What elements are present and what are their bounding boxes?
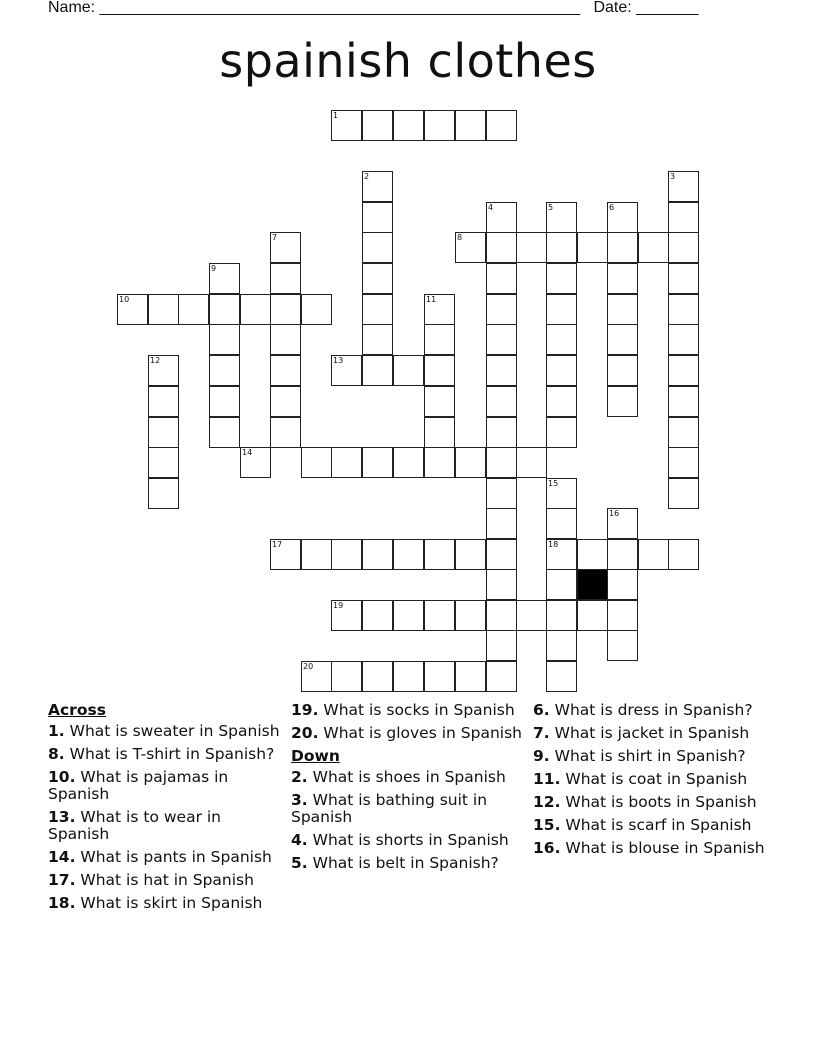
clue-number: 1 — [333, 111, 339, 120]
grid-cell[interactable] — [301, 661, 332, 692]
grid-cell[interactable] — [607, 569, 638, 600]
grid-cell[interactable] — [209, 355, 240, 386]
grid-cell[interactable] — [668, 386, 699, 417]
clue-down-11: 11. What is coat in Spanish — [533, 770, 748, 788]
clue-down-3: 3. What is bathing suit in Spanish — [291, 791, 488, 826]
grid-cell[interactable] — [486, 508, 517, 539]
grid-cell[interactable] — [148, 478, 179, 509]
grid-cell[interactable] — [546, 508, 577, 539]
clue-number: 7 — [272, 233, 278, 242]
clue-across-10: 10. What is pajamas in Spanish — [48, 768, 229, 803]
grid-cell[interactable] — [424, 110, 455, 141]
grid-cell[interactable] — [270, 263, 301, 294]
grid-cell[interactable] — [486, 110, 517, 141]
clue-across-20: 20. What is gloves in Spanish — [291, 724, 522, 742]
grid-cell[interactable] — [455, 447, 486, 478]
clue-across-17: 17. What is hat in Spanish — [48, 871, 254, 889]
grid-cell[interactable] — [486, 355, 517, 386]
grid-cell[interactable] — [607, 355, 638, 386]
grid-cell[interactable] — [546, 202, 577, 233]
grid-cell[interactable] — [362, 232, 393, 263]
clue-number: 16 — [609, 509, 620, 518]
grid-cell[interactable] — [270, 539, 301, 570]
grid-cell[interactable] — [331, 447, 362, 478]
grid-cell[interactable] — [424, 355, 455, 386]
grid-cell[interactable] — [424, 294, 455, 325]
grid-cell[interactable] — [270, 324, 301, 355]
clue-number: 17 — [272, 540, 283, 549]
grid-cell[interactable] — [362, 355, 393, 386]
grid-cell[interactable] — [486, 600, 517, 631]
clue-number: 19 — [333, 601, 344, 610]
clue-across-1: 1. What is sweater in Spanish — [48, 722, 280, 740]
grid-cell[interactable] — [393, 447, 424, 478]
grid-cell[interactable] — [148, 294, 179, 325]
grid-cell[interactable] — [240, 447, 271, 478]
grid-cell[interactable] — [270, 355, 301, 386]
grid-cell[interactable] — [424, 600, 455, 631]
grid-cell[interactable] — [668, 324, 699, 355]
grid-cell[interactable] — [362, 294, 393, 325]
clue-number: 15 — [548, 479, 559, 488]
grid-cell[interactable] — [546, 630, 577, 661]
grid-cell[interactable] — [577, 232, 608, 263]
clue-number: 8 — [457, 233, 463, 242]
grid-cell[interactable] — [546, 324, 577, 355]
grid-cell[interactable] — [209, 386, 240, 417]
grid-cell[interactable] — [638, 539, 669, 570]
clue-number: 12 — [150, 356, 161, 365]
grid-cell[interactable] — [516, 232, 547, 263]
grid-cell[interactable] — [393, 355, 424, 386]
name-label: Name: — [48, 0, 96, 16]
grid-cell[interactable] — [516, 600, 547, 631]
grid-cell[interactable] — [607, 630, 638, 661]
grid-cell[interactable] — [486, 569, 517, 600]
grid-cell[interactable] — [638, 232, 669, 263]
clue-down-7: 7. What is jacket in Spanish — [533, 724, 750, 742]
clue-down-16: 16. What is blouse in Spanish — [533, 839, 765, 857]
grid-cell[interactable] — [455, 110, 486, 141]
grid-cell[interactable] — [424, 324, 455, 355]
grid-cell[interactable] — [148, 386, 179, 417]
grid-cell[interactable] — [331, 661, 362, 692]
grid-cell[interactable] — [117, 294, 148, 325]
grid-cell[interactable] — [577, 600, 608, 631]
grid-cell[interactable] — [393, 600, 424, 631]
grid-cell[interactable] — [270, 294, 301, 325]
grid-cell[interactable] — [331, 110, 362, 141]
grid-cell[interactable] — [362, 447, 393, 478]
clue-number: 9 — [211, 264, 217, 273]
grid-cell[interactable] — [607, 202, 638, 233]
grid-cell[interactable] — [331, 600, 362, 631]
grid-cell[interactable] — [607, 539, 638, 570]
grid-cell[interactable] — [455, 539, 486, 570]
grid-cell[interactable] — [362, 263, 393, 294]
page-title: spainish clothes — [219, 34, 597, 88]
grid-cell[interactable] — [546, 294, 577, 325]
grid-cell[interactable] — [270, 386, 301, 417]
grid-cell[interactable] — [486, 539, 517, 570]
grid-cell[interactable] — [393, 661, 424, 692]
grid-cell[interactable] — [668, 478, 699, 509]
grid-cell[interactable] — [362, 171, 393, 202]
grid-cell[interactable] — [270, 232, 301, 263]
grid-cell[interactable] — [546, 661, 577, 692]
grid-cell[interactable] — [362, 539, 393, 570]
grid-cell[interactable] — [516, 447, 547, 478]
grid-cell[interactable] — [668, 171, 699, 202]
grid-cell[interactable] — [486, 324, 517, 355]
grid-cell[interactable] — [486, 263, 517, 294]
clues-column-3 — [533, 702, 778, 863]
grid-cell[interactable] — [362, 600, 393, 631]
grid-cell[interactable] — [486, 661, 517, 692]
grid-cell[interactable] — [393, 539, 424, 570]
clue-across-8: 8. What is T-shirt in Spanish? — [48, 745, 275, 763]
clue-number: 4 — [488, 203, 494, 212]
grid-cell[interactable] — [148, 447, 179, 478]
grid-cell[interactable] — [668, 539, 699, 570]
clue-down-2: 2. What is shoes in Spanish — [291, 768, 506, 786]
grid-cell[interactable] — [362, 110, 393, 141]
clue-down-15: 15. What is scarf in Spanish — [533, 816, 752, 834]
clue-down-9: 9. What is shirt in Spanish? — [533, 747, 746, 765]
grid-cell[interactable] — [393, 110, 424, 141]
grid-cell[interactable] — [455, 232, 486, 263]
clue-down-6: 6. What is dress in Spanish? — [533, 701, 753, 719]
grid-cell[interactable] — [668, 232, 699, 263]
grid-cell[interactable] — [178, 294, 209, 325]
clue-across-19: 19. What is socks in Spanish — [291, 701, 515, 719]
clue-number: 5 — [548, 203, 554, 212]
grid-cell[interactable] — [668, 447, 699, 478]
grid-cell[interactable] — [424, 539, 455, 570]
grid-cell[interactable] — [607, 324, 638, 355]
clue-number: 20 — [303, 662, 314, 671]
grid-cell[interactable] — [455, 600, 486, 631]
grid-cell[interactable] — [331, 355, 362, 386]
clue-down-12: 12. What is boots in Spanish — [533, 793, 757, 811]
clue-down-5: 5. What is belt in Spanish? — [291, 854, 499, 872]
grid-cell[interactable] — [668, 294, 699, 325]
grid-cell[interactable] — [486, 417, 517, 448]
down-heading: Down — [291, 747, 340, 765]
grid-cell[interactable] — [607, 600, 638, 631]
clues-column-2 — [291, 702, 526, 878]
across-heading: Across — [48, 701, 106, 719]
grid-cell[interactable] — [607, 232, 638, 263]
grid-cell[interactable] — [301, 294, 332, 325]
grid-cell[interactable] — [546, 569, 577, 600]
clue-number: 13 — [333, 356, 344, 365]
grid-cell[interactable] — [546, 600, 577, 631]
date-line: _______ — [636, 0, 699, 16]
grid-cell[interactable] — [209, 324, 240, 355]
clue-across-14: 14. What is pants in Spanish — [48, 848, 272, 866]
grid-cell[interactable] — [209, 417, 240, 448]
grid-cell[interactable] — [270, 417, 301, 448]
name-line: ______________________________________________________ — [99, 0, 581, 16]
grid-cell[interactable] — [148, 355, 179, 386]
grid-cell[interactable] — [362, 202, 393, 233]
grid-cell[interactable] — [424, 447, 455, 478]
grid-cell[interactable] — [209, 263, 240, 294]
grid-cell[interactable] — [546, 232, 577, 263]
grid-cell[interactable] — [486, 294, 517, 325]
grid-cell[interactable] — [301, 539, 332, 570]
grid-cell[interactable] — [424, 386, 455, 417]
grid-cell[interactable] — [668, 202, 699, 233]
grid-cell[interactable] — [668, 355, 699, 386]
grid-cell[interactable] — [546, 478, 577, 509]
grid-cell[interactable] — [546, 539, 577, 570]
grid-cell[interactable] — [607, 294, 638, 325]
grid-cell[interactable] — [607, 386, 638, 417]
grid-black-cell — [577, 569, 608, 600]
grid-cell[interactable] — [240, 294, 271, 325]
grid-cell[interactable] — [331, 539, 362, 570]
grid-cell[interactable] — [362, 324, 393, 355]
grid-cell[interactable] — [546, 417, 577, 448]
grid-cell[interactable] — [486, 478, 517, 509]
clue-down-4: 4. What is shorts in Spanish — [291, 831, 509, 849]
grid-cell[interactable] — [148, 417, 179, 448]
clue-number: 3 — [670, 172, 676, 181]
clue-number: 2 — [364, 172, 370, 181]
clue-number: 6 — [609, 203, 615, 212]
grid-cell[interactable] — [607, 263, 638, 294]
grid-cell[interactable] — [486, 232, 517, 263]
grid-cell[interactable] — [209, 294, 240, 325]
grid-cell[interactable] — [668, 263, 699, 294]
grid-cell[interactable] — [546, 355, 577, 386]
grid-cell[interactable] — [607, 508, 638, 539]
grid-cell[interactable] — [362, 661, 393, 692]
clue-across-18: 18. What is skirt in Spanish — [48, 894, 263, 912]
grid-cell[interactable] — [546, 263, 577, 294]
clue-number: 11 — [426, 295, 437, 304]
clue-across-13: 13. What is to wear in Spanish — [48, 808, 221, 843]
clue-number: 10 — [119, 295, 130, 304]
grid-cell[interactable] — [486, 630, 517, 661]
clue-number: 18 — [548, 540, 559, 549]
grid-cell[interactable] — [301, 447, 332, 478]
grid-cell[interactable] — [486, 386, 517, 417]
date-label: Date: — [593, 0, 632, 16]
clue-number: 14 — [242, 448, 253, 457]
grid-cell[interactable] — [577, 539, 608, 570]
grid-cell[interactable] — [486, 202, 517, 233]
clues-column-1 — [48, 702, 283, 918]
grid-cell[interactable] — [424, 661, 455, 692]
grid-cell[interactable] — [668, 417, 699, 448]
grid-cell[interactable] — [486, 447, 517, 478]
grid-cell[interactable] — [455, 661, 486, 692]
grid-cell[interactable] — [424, 417, 455, 448]
grid-cell[interactable] — [546, 386, 577, 417]
